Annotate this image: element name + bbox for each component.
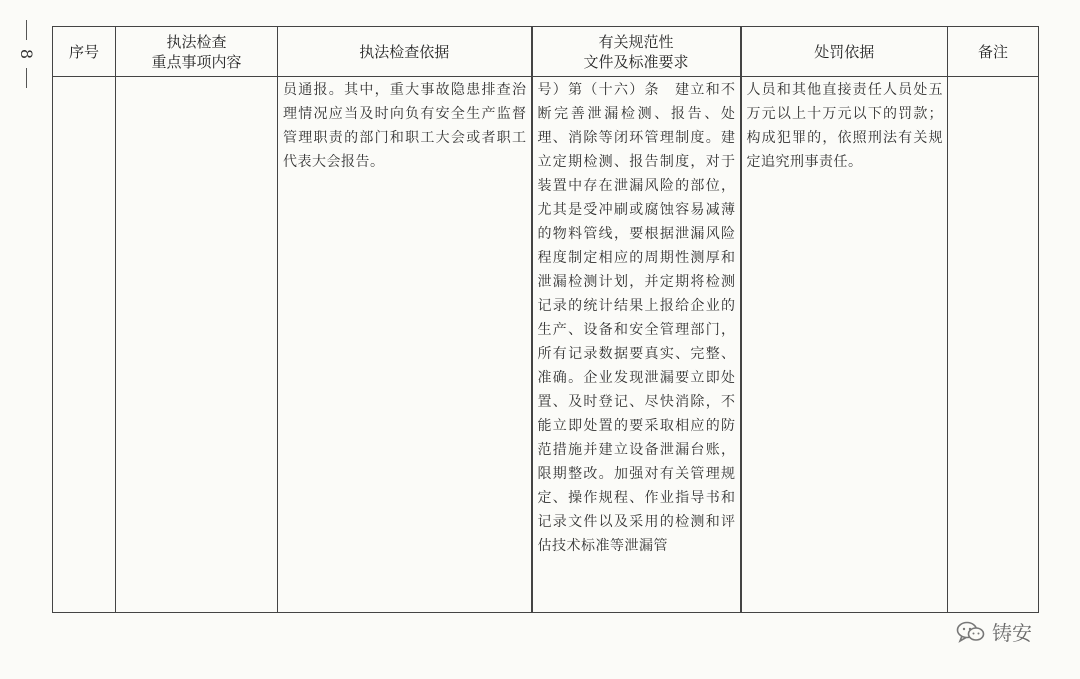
enforcement-inspection-table: [52, 26, 1039, 613]
page-number-bottom-dash: [26, 68, 27, 88]
header-norms-line1: 有关规范性: [598, 32, 674, 51]
header-key-items: [116, 27, 278, 77]
header-penalty: 处罚依据: [741, 27, 948, 77]
wechat-icon: [956, 620, 986, 644]
table-header-row: [53, 27, 1039, 77]
cell-basis: 员通报。其中，重大事故隐患排查治理情况应当及时向负有安全生产监督管理职责的部门和职工大会或者职工代表大会报告。: [278, 77, 532, 613]
table-row: [53, 77, 1039, 613]
cell-norms: 号）第（十六）条 建立和不断完善泄漏检测、报告、处理、消除等闭环管理制度。建立定期检测、报告制度，对于装置中存在泄漏风险的部位，尤其是受冲刷或腐蚀容易减薄的物料管线，要根据泄漏风险程度制定相应的周期性测厚和泄漏检测计划，并定期将检测记录的统计结果上报给企业的生产、设备和安全管理部门，所有记录数据要真实、完整、准确。企业发现泄漏要立即处置、及时登记、尽快消除，不能立即处置的要采取相应的防范措施并建立设备泄漏台账，限期整改。加强对有关管理规定、操作规程、作业指导书和记录文件以及采用的检测和评估技术标准等泄漏管: [532, 77, 741, 613]
page-number: [14, 20, 38, 100]
cell-seq: [53, 77, 116, 613]
page-number-digit: 8: [17, 48, 36, 60]
cell-remarks: [948, 77, 1039, 613]
header-seq: 序号: [53, 27, 116, 77]
header-key-items-line2: 重点事项内容: [151, 52, 242, 71]
watermark: [956, 617, 1032, 646]
cell-key-items: [116, 77, 278, 613]
cell-penalty: 人员和其他直接责任人员处五万元以上十万元以下的罚款；构成犯罪的，依照刑法有关规定追究刑事责任。: [741, 77, 948, 613]
header-basis: 执法检查依据: [278, 27, 532, 77]
page-number-top-dash: [26, 20, 27, 40]
header-remarks: 备注: [948, 27, 1039, 77]
watermark-text: 铸安: [992, 621, 1032, 645]
header-norms: [532, 27, 741, 77]
header-key-items-line1: 执法检查: [166, 32, 227, 51]
header-norms-line2: 文件及标准要求: [583, 52, 689, 71]
